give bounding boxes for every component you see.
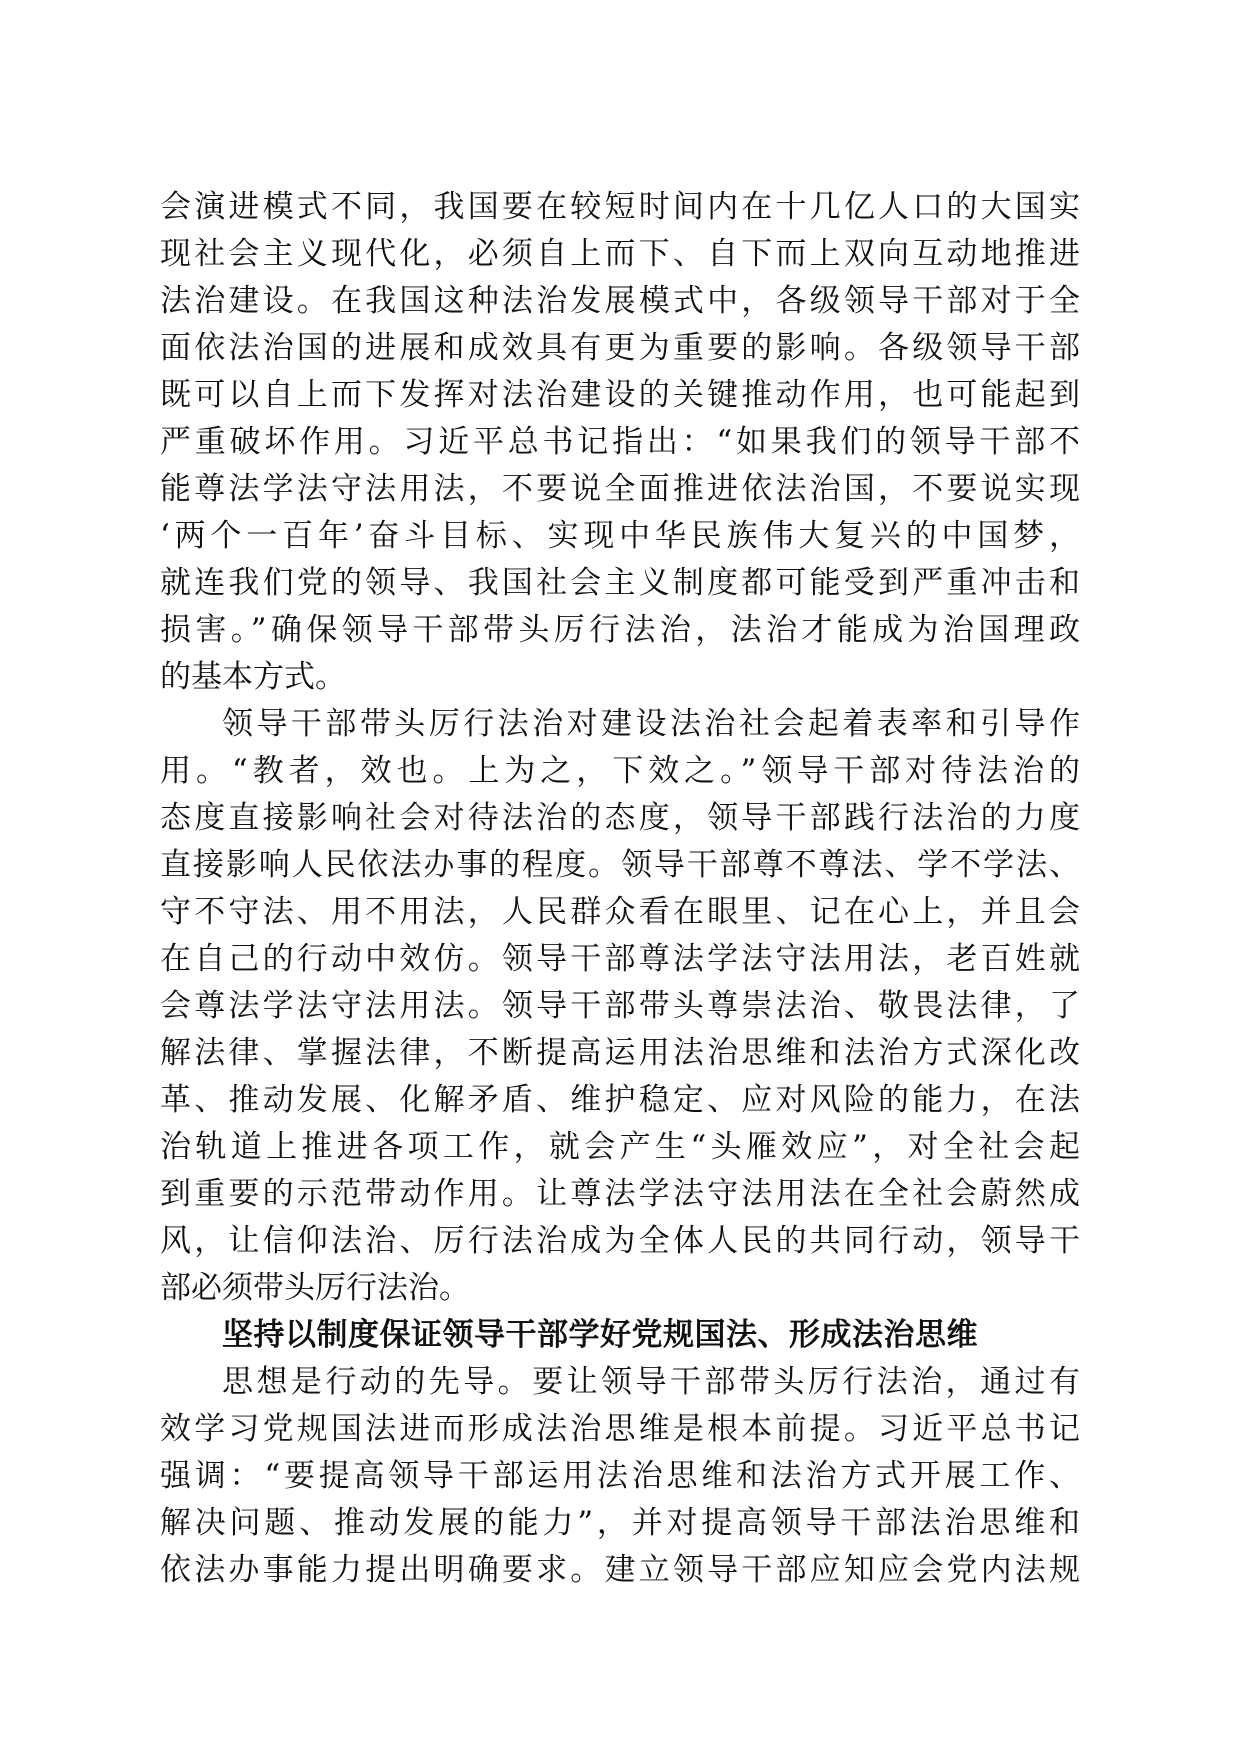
section-heading: 坚持以制度保证领导干部学好党规国法、形成法治思维 [222, 1317, 978, 1353]
text-line: 会尊法学法守法用法。领导干部带头尊崇法治、敬畏法律，了 [160, 988, 1080, 1024]
text-line: 依法办事能力提出明确要求。建立领导干部应知应会党内法规 [160, 1552, 1080, 1588]
text-line: 解决问题、推动发展的能力”，并对提高领导干部法治思维和 [160, 1505, 1080, 1541]
text-line: 法治建设。在我国这种法治发展模式中，各级领导干部对于全 [160, 283, 1080, 319]
text-line: 治轨道上推进各项工作，就会产生“头雁效应”，对全社会起 [160, 1129, 1080, 1165]
text-line: 守不守法、用不用法，人民群众看在眼里、记在心上，并且会 [160, 894, 1080, 930]
text-line: 解法律、掌握法律，不断提高运用法治思维和法治方式深化改 [160, 1035, 1080, 1071]
text-line: 用。“教者，效也。上为之，下效之。”领导干部对待法治的 [160, 753, 1080, 789]
text-line: 效学习党规国法进而形成法治思维是根本前提。习近平总书记 [160, 1411, 1080, 1447]
text-line: 直接影响人民依法办事的程度。领导干部尊不尊法、学不学法、 [160, 847, 1080, 883]
text-line: 态度直接影响社会对待法治的态度，领导干部践行法治的力度 [160, 800, 1080, 836]
text-line: 能尊法学法守法用法，不要说全面推进依法治国，不要说实现 [160, 471, 1080, 507]
text-line: 会演进模式不同，我国要在较短时间内在十几亿人口的大国实 [160, 189, 1080, 225]
paragraph-continuation [160, 184, 1080, 701]
text-line: 现社会主义现代化，必须自上而下、自下而上双向互动地推进 [160, 236, 1080, 272]
text-line: 面依法治国的进展和成效具有更为重要的影响。各级领导干部 [160, 330, 1080, 366]
text-line: 强调：“要提高领导干部运用法治思维和法治方式开展工作、 [160, 1458, 1080, 1494]
text-line: 就连我们党的领导、我国社会主义制度都可能受到严重冲击和 [160, 565, 1080, 601]
paragraph-thinking [160, 1359, 1080, 1594]
text-line: 在自己的行动中效仿。领导干部尊法学法守法用法，老百姓就 [160, 941, 1080, 977]
text-line: 严重破坏作用。习近平总书记指出：“如果我们的领导干部不 [160, 424, 1080, 460]
text-line: 既可以自上而下发挥对法治建设的关键推动作用，也可能起到 [160, 377, 1080, 413]
text-line: 风，让信仰法治、厉行法治成为全体人民的共同行动，领导干 [160, 1223, 1080, 1259]
text-line: 思想是行动的先导。要让领导干部带头厉行法治，通过有 [222, 1364, 1080, 1400]
text-line: 部必须带头厉行法治。 [160, 1270, 470, 1306]
text-line: 的基本方式。 [160, 659, 346, 695]
text-line: ‘两个一百年’奋斗目标、实现中华民族伟大复兴的中国梦， [160, 518, 1080, 554]
text-line: 领导干部带头厉行法治对建设法治社会起着表率和引导作 [222, 706, 1080, 742]
text-line: 损害。”确保领导干部带头厉行法治，法治才能成为治国理政 [160, 612, 1080, 648]
text-line: 革、推动发展、化解矛盾、维护稳定、应对风险的能力，在法 [160, 1082, 1080, 1118]
document-page [160, 184, 1080, 1594]
text-line: 到重要的示范带动作用。让尊法学法守法用法在全社会蔚然成 [160, 1176, 1080, 1212]
paragraph-leaders-example [160, 701, 1080, 1312]
